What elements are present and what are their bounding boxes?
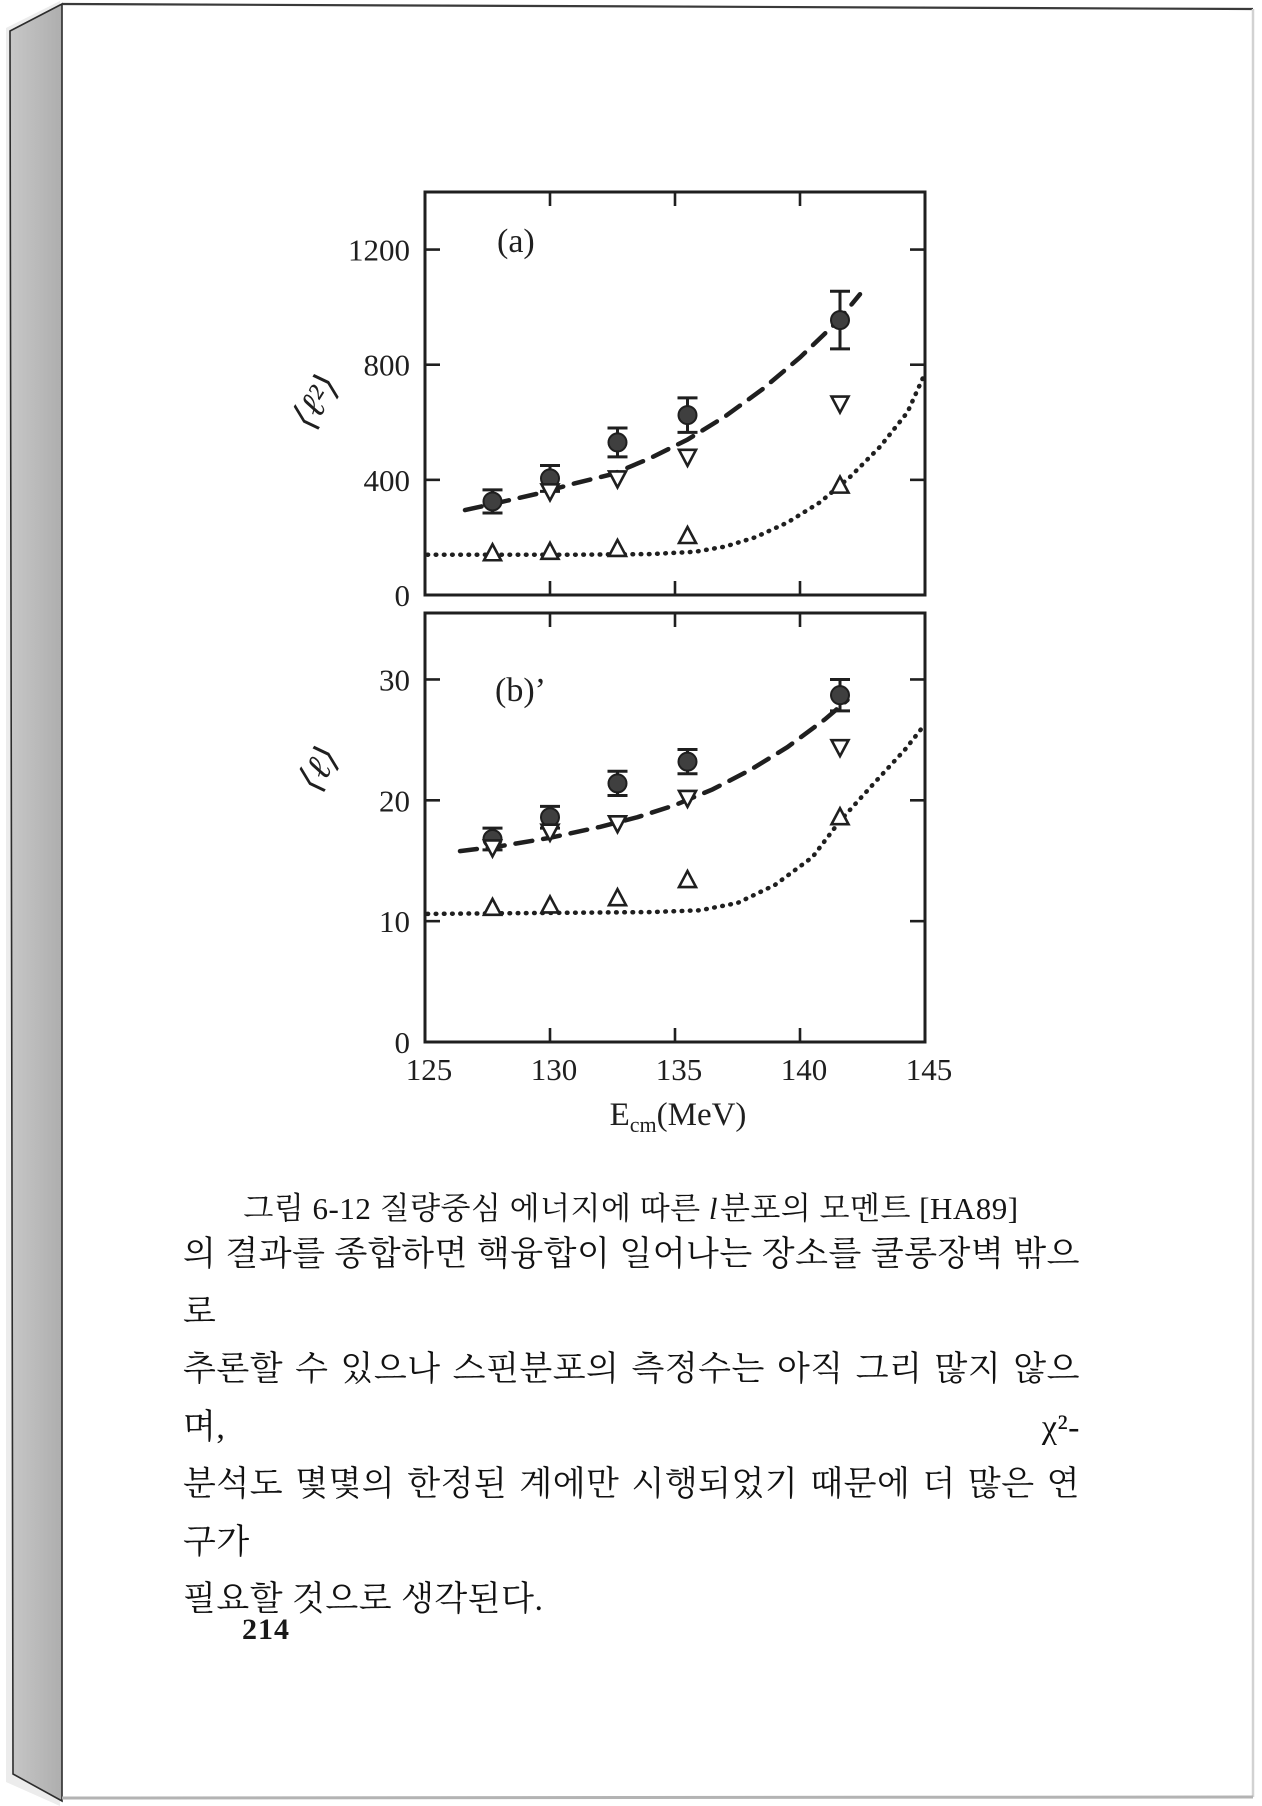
panel-label-a: (a) <box>497 223 535 260</box>
y-tick-label: 0 <box>394 1025 410 1060</box>
caption-italic-l: l <box>708 1191 718 1226</box>
paragraph-line-4: 필요할 것으로 생각된다. <box>183 1581 544 1618</box>
paragraph-line-2: 추론할 수 있으나 스핀분포의 측정수는 아직 그리 많지 않으며, χ²- <box>183 1351 1080 1446</box>
x-tick-label: 145 <box>905 1052 953 1087</box>
paragraph-line-1: 의 결과를 종합하면 핵융합이 일어나는 장소를 쿨롱장벽 밖으로 <box>183 1236 1080 1331</box>
y-tick-label: 1200 <box>348 232 410 268</box>
page-number: 214 <box>242 1613 290 1646</box>
y-tick-label: 0 <box>394 578 410 613</box>
filled-circle-marker <box>484 492 502 510</box>
filled-circle-marker <box>679 406 697 424</box>
body-paragraph <box>183 1226 1080 1629</box>
x-tick-label: 125 <box>405 1052 453 1087</box>
filled-circle-marker <box>831 311 849 329</box>
y-tick-label: 20 <box>379 783 410 819</box>
y-tick-label: 800 <box>363 347 410 383</box>
x-axis-title: $E_{cm}(MeV)$ <box>609 1097 747 1137</box>
figure-caption <box>131 1183 1131 1228</box>
y-axis-label-a: ⟨ℓ²⟩ <box>284 367 349 437</box>
filled-circle-marker <box>609 774 627 792</box>
x-tick-label: 140 <box>780 1052 828 1087</box>
y-tick-label: 10 <box>379 904 410 940</box>
caption-prefix: 그림 6-12 질량중심 에너지에 따른 <box>243 1191 709 1226</box>
x-tick-label: 135 <box>655 1052 703 1087</box>
filled-circle-marker <box>609 433 627 451</box>
y-tick-label: 30 <box>379 662 410 698</box>
panel-label-b: (b)’ <box>495 672 546 709</box>
filled-circle-marker <box>679 753 697 771</box>
page-spine-edge <box>10 4 62 1801</box>
page-bottom-edge <box>62 1797 1253 1798</box>
filled-circle-marker <box>831 686 849 704</box>
y-axis-label-b: ⟨ℓ⟩ <box>290 739 349 799</box>
x-tick-label: 130 <box>530 1052 578 1087</box>
y-tick-label: 400 <box>363 462 410 498</box>
paragraph-line-3: 분석도 몇몇의 한정된 계에만 시행되었기 때문에 더 많은 연구가 <box>183 1466 1080 1561</box>
caption-suffix: 분포의 모멘트 [HA89] <box>719 1191 1019 1226</box>
